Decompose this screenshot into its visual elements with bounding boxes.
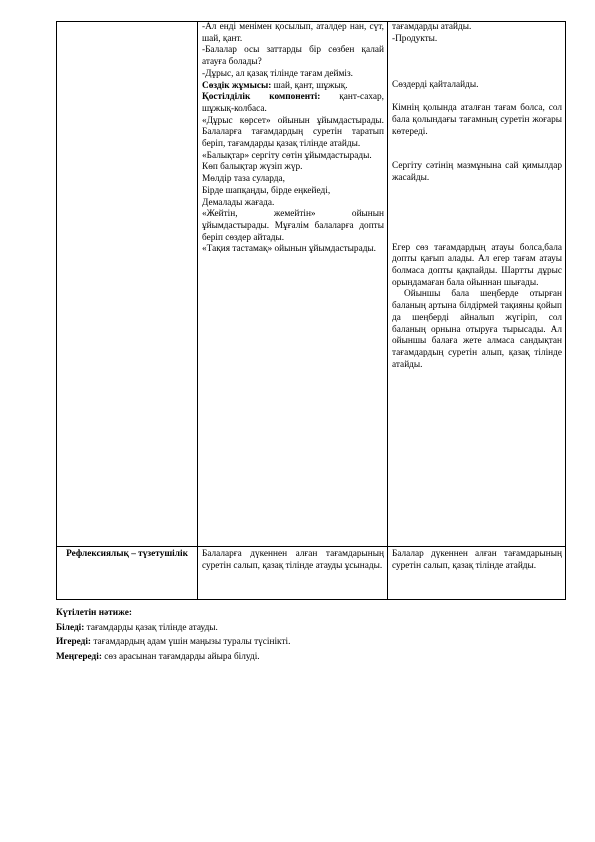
result-masters [56, 650, 559, 665]
poem-line: Бірде шапқаңды, бірде еңкейеді, [202, 185, 331, 196]
game-description: «Тақия тастамақ» ойынын ұйымдастырады. [202, 244, 376, 255]
teacher-text: -Дұрыс, ал қазақ тілінде тағам деймiз. [202, 68, 353, 79]
masters-label: Меңгереді: [56, 651, 102, 662]
teacher-text: -Ал енді менімен қосылып, аталдер нан, сүт, шай, қант. [202, 22, 384, 44]
game-description: «Дұрыс көрсет» ойынын ұйымдастырады. Балаларға тағамдардың суретін таратып беріп, тағамдарды қазақ тілінде атайды. [202, 115, 384, 150]
game-description: «Балықтар» сергіту сөтін ұйымдастырады. [202, 150, 372, 161]
poem-line: Демалады жағада. [202, 197, 275, 208]
table-row [57, 547, 566, 600]
bilingual-text: қант-сахар, шұжық-колбаса. [202, 92, 384, 114]
stage-cell [57, 22, 198, 547]
children-text: тағамдарды атайды. [392, 22, 472, 32]
bilingual-component [202, 92, 384, 115]
children-activity-cell [388, 547, 566, 600]
poem-line: Мөлдір таза суларда, [202, 174, 285, 185]
results-title: Күтілетін нәтиже: [56, 608, 132, 618]
result-knows [56, 621, 559, 636]
teacher-activity-cell [198, 22, 388, 547]
children-text: Балалар дүкеннен алған тағамдарының суретін салып, қазақ тілінде атайды. [392, 549, 562, 571]
game-description: «Жейтін, жемейтін» ойынын ұйымдастырады. Мұғалім балаларға допты беріп сөздер айтады. [202, 209, 384, 243]
vocabulary-label: Сөздік жұмысы: [202, 80, 272, 91]
children-text: -Продукты. [392, 33, 438, 44]
vocabulary-text: шай, қант, шұжық. [271, 80, 348, 91]
learns-label: Игереді: [56, 637, 92, 647]
table-row [57, 22, 566, 547]
teacher-activity-cell [198, 547, 388, 600]
learns-text: тағамдардың адам үшін маңызы туралы түсінікті. [91, 637, 291, 647]
knows-text: тағамдарды қазақ тілінде атауды. [84, 622, 218, 633]
stage-label: Рефлексиялық – түзетушілік [66, 549, 188, 559]
children-text: Сөздерді қайталайды. [392, 80, 479, 91]
children-text: Егер сөз тағамдардың атауы болса,бала допты қағып алады. Ал егер тағам атауы болмаса допты қақпайды. Шартты дұрыс орындамаған бала ойыннан шығады. [392, 242, 562, 288]
knows-label: Біледі: [56, 622, 85, 633]
lesson-plan-table [56, 21, 566, 600]
bilingual-label: Қостілділік компоненті: [202, 92, 321, 103]
children-activity-cell [388, 22, 566, 547]
expected-results [56, 606, 559, 664]
teacher-text: -Балалар осы заттарды бір сөзбен қалай атауға болады? [202, 45, 384, 68]
children-text: Кімнің қолында аталған тағам болса, сол бала қолындағы тағамның суретін жоғары көтереді. [392, 103, 562, 137]
poem-line: Көп балықтар жүзіп жүр. [202, 162, 303, 173]
children-text: Ойыншы бала шеңберде отырған баланың артына білдірмей тақияны қойып да шеңберді айналып жүгіріп, сол баланың орнына отыруға тырысады. Ал ойыншы балаға жете алмаса сандықтан тағамдардың суретін алып, қазақ тілінде атайды. [392, 289, 562, 370]
children-text: Сергіту сәтінің мазмұнына сай қимылдар жасайды. [392, 161, 562, 183]
stage-cell [57, 547, 198, 600]
teacher-text: Балаларға дүкеннен алған тағамдарының суретін салып, қазақ тілінде атауды ұсынады. [202, 549, 384, 571]
vocabulary-work [202, 81, 384, 93]
masters-text: сөз арасынан тағамдарды айыра білуді. [101, 651, 260, 662]
result-learns [56, 635, 559, 650]
